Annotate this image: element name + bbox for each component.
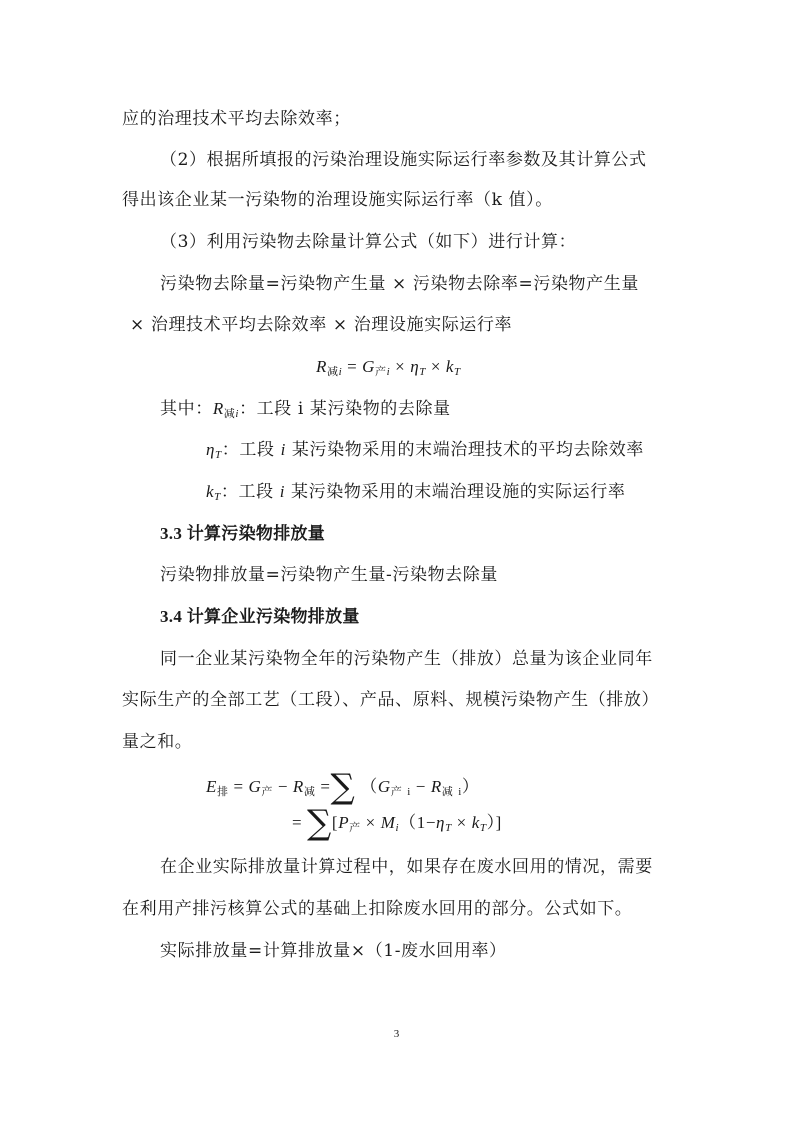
text: 得出该企业某一污染物的治理设施实际运行率（k 值）。 <box>122 190 553 210</box>
op: × <box>456 813 467 832</box>
var: i <box>280 440 286 459</box>
var: G <box>248 777 262 796</box>
var: R <box>430 777 442 796</box>
formula-total-2: = $\sum[P_产 \times M_i(1-\eta_T \times k_T)]$ <box>292 803 502 843</box>
op: = <box>347 357 358 376</box>
text: 某污染物采用的末端治理设施的实际运行率 <box>285 482 626 502</box>
text: 3.3 计算污染物排放量 <box>160 524 326 543</box>
text: 实际排放量=计算排放量×（1-废水回用率） <box>160 941 507 961</box>
var: η <box>410 357 420 376</box>
var: η <box>436 813 446 832</box>
sub: i <box>235 408 240 420</box>
line-p7b <box>122 898 632 920</box>
op: = <box>233 777 244 796</box>
text: 量之和。 <box>122 732 193 752</box>
op: × <box>365 813 376 832</box>
line-6 <box>130 314 512 336</box>
var: k <box>206 482 215 501</box>
sub: 减 <box>326 366 339 378</box>
sub: T <box>419 366 426 378</box>
sum-symbol: ∑ <box>330 767 356 807</box>
var: M <box>380 813 396 832</box>
op: = <box>320 777 331 796</box>
page-number: 3 <box>393 1028 400 1040</box>
num: 1 <box>416 813 426 832</box>
sub: 排 <box>216 786 229 798</box>
line-2 <box>160 149 647 171</box>
line-3 <box>122 189 553 211</box>
text: 其中： <box>160 399 213 419</box>
sub: 产 <box>349 822 361 834</box>
text: （2）根据所填报的污染治理设施实际运行率参数及其计算公式 <box>160 150 647 170</box>
text: 实际生产的全部工艺（工段）、产品、原料、规模污染物产生（排放） <box>122 690 660 710</box>
line-1 <box>122 108 351 130</box>
var: E <box>206 777 217 796</box>
line-5 <box>160 273 639 295</box>
text: 应的治理技术平均去除效率； <box>122 109 351 129</box>
op: − <box>425 813 437 832</box>
line-4 <box>160 231 576 253</box>
op: × <box>395 357 406 376</box>
line-p7a <box>160 856 653 878</box>
sub: T <box>445 822 452 834</box>
sub: i <box>338 366 343 378</box>
sum-symbol: ∑ <box>307 803 332 843</box>
var: P <box>338 813 350 832</box>
text: 某污染物采用的末端治理技术的平均去除效率 <box>285 440 644 460</box>
var: R <box>292 777 304 796</box>
text: × 治理技术平均去除效率 × 治理设施实际运行率 <box>130 315 513 335</box>
op: = <box>292 813 303 832</box>
sub: i <box>386 366 391 378</box>
sub: 减 <box>223 408 236 420</box>
line-p6b <box>122 689 659 711</box>
op: − <box>415 777 426 796</box>
sub: 产 <box>375 366 387 378</box>
sub: 产 <box>390 786 403 798</box>
formula-removal <box>316 356 461 383</box>
text: 污染物去除量=污染物产生量 × 污染物去除率=污染物产生量 <box>160 274 639 294</box>
var: G <box>377 777 391 796</box>
text: ：工段 <box>221 440 281 460</box>
text: 污染物排放量=污染物产生量-污染物去除量 <box>160 565 498 585</box>
var: R <box>212 399 224 418</box>
heading-3-4 <box>160 606 360 628</box>
sub: 减 <box>303 786 316 798</box>
def-eta <box>206 439 644 466</box>
line-p8 <box>160 940 507 962</box>
sub: 产 <box>261 786 273 798</box>
text: 在利用产排污核算公式的基础上扣除废水回用的部分。公式如下。 <box>122 899 633 919</box>
sub: T <box>454 366 461 378</box>
text: 3.4 计算企业污染物排放量 <box>160 607 360 626</box>
text: ：工段 <box>220 482 280 502</box>
var: i <box>279 482 286 501</box>
sub: T <box>479 822 487 834</box>
var: R <box>316 357 327 376</box>
text: 同一企业某污染物全年的污染物产生（排放）总量为该企业同年 <box>160 649 653 669</box>
def-k <box>206 481 625 508</box>
formula-total-1: $E_排 = G_产 - R_减$ =∑ （$G_产$ $_i - R_减$ $_i$） <box>206 767 480 807</box>
var: G <box>362 357 376 376</box>
def-r <box>160 398 451 425</box>
line-p6a <box>160 648 653 670</box>
sub: T <box>215 449 222 461</box>
sub: 减 <box>441 786 454 798</box>
op: − <box>277 777 289 796</box>
sub: i <box>407 786 411 798</box>
line-emission <box>160 564 498 586</box>
text: ：工段 i 某污染物的去除量 <box>239 399 451 419</box>
sub: T <box>214 491 221 503</box>
var: k <box>471 813 480 832</box>
text: 在企业实际排放量计算过程中，如果存在废水回用的情况，需要 <box>160 857 653 877</box>
text: （3）利用污染物去除量计算公式（如下）进行计算： <box>160 232 577 252</box>
line-p6c <box>122 731 192 753</box>
op: × <box>430 357 442 376</box>
var: k <box>445 357 455 376</box>
heading-3-3 <box>160 523 325 545</box>
var: η <box>206 440 216 459</box>
sub: i <box>395 822 400 834</box>
sub: i <box>458 786 462 798</box>
